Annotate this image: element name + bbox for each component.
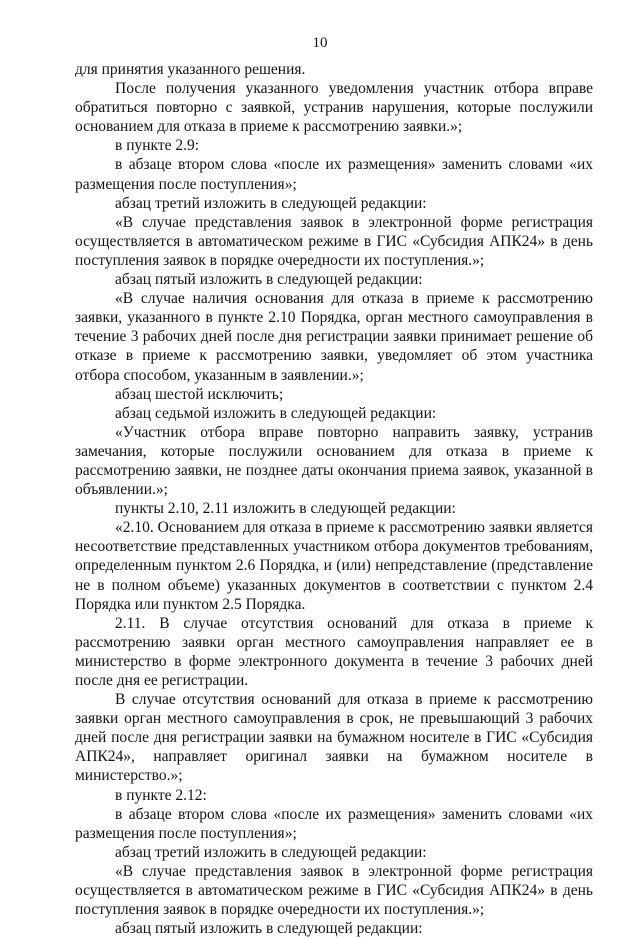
paragraph: В случае отсутствия оснований для отказа в приеме к рассмотрению заявки орган местного самоуправления в срок, не превышающий 3 рабочих дней после дня регистрации заявки на бумажном носителе в ГИС «Субсидия АПК24», направляет оригинал заявки на бумажном носителе в министерство.»;	[75, 691, 593, 785]
paragraph: абзац пятый изложить в следующей редакции:	[115, 271, 423, 289]
paragraph: для принятия указанного решения.	[75, 61, 306, 78]
paragraph: «В случае представления заявок в электронной форме регистрация осуществляется в автоматическом режиме в ГИС «Субсидия АПК24» в день поступления заявок в порядке очередности их поступления.»;	[75, 213, 593, 269]
paragraph: «В случае наличия основания для отказа в приеме к рассмотрению заявки, указанного в пункте 2.10 Порядка, орган местного самоуправления в течение 3 рабочих дней после дня регистрации заявки принимает решение об отказе в приеме к рассмотрению заявки, уведомляет об этом участника отбора способом, указанным в заявлении.»;	[75, 290, 593, 384]
paragraph: После получения указанного уведомления участник отбора вправе обратиться повторно с заявкой, устранив нарушения, которые послужили основанием для отказа в приеме к рассмотрению заявки.»;	[75, 80, 593, 136]
paragraph: абзац седьмой изложить в следующей редакции:	[115, 404, 437, 422]
paragraph: в абзаце втором слова «после их размещения» заменить словами «их размещения после поступления»;	[75, 805, 593, 842]
paragraph: абзац пятый изложить в следующей редакции:	[115, 920, 423, 938]
page-number: 10	[312, 35, 328, 51]
paragraph: «В случае представления заявок в электронной форме регистрация осуществляется в автоматическом режиме в ГИС «Субсидия АПК24» в день поступления заявок в порядке очередности их поступления.»;	[75, 862, 593, 919]
paragraph: абзац третий изложить в следующей редакции:	[115, 843, 427, 861]
paragraph: «2.10. Основанием для отказа в приеме к рассмотрению заявки является несоответствие представленных участником отбора документов требованиям, определенным пунктом 2.6 Порядка, и (или) непредставление (представление не в полном объеме) указанных документов в соответствии с пунктом 2.4 Порядка или пунктом 2.5 Порядка.	[75, 519, 593, 613]
paragraph: 2.11. В случае отсутствия оснований для отказа в приеме к рассмотрению заявки орган местного самоуправления направляет ее в министерство в форме электронного документа в течение 3 рабочих дней после дня ее регистрации.	[75, 614, 593, 689]
document-body	[75, 60, 593, 938]
paragraph: абзац третий изложить в следующей редакции:	[115, 194, 427, 212]
paragraph: в пункте 2.9:	[115, 137, 200, 155]
paragraph: абзац шестой исключить;	[115, 385, 284, 403]
paragraph: пункты 2.10, 2.11 изложить в следующей редакции:	[115, 500, 456, 518]
paragraph: «Участник отбора вправе повторно направить заявку, устранив замечания, которые послужили основанием для отказа в приеме к рассмотрению заявки, не позднее даты окончания приема заявок, указанной в объявлении.»;	[75, 423, 593, 499]
paragraph: в пункте 2.12:	[115, 786, 207, 804]
paragraph: в абзаце втором слова «после их размещения» заменить словами «их размещения после поступления»;	[75, 156, 593, 193]
